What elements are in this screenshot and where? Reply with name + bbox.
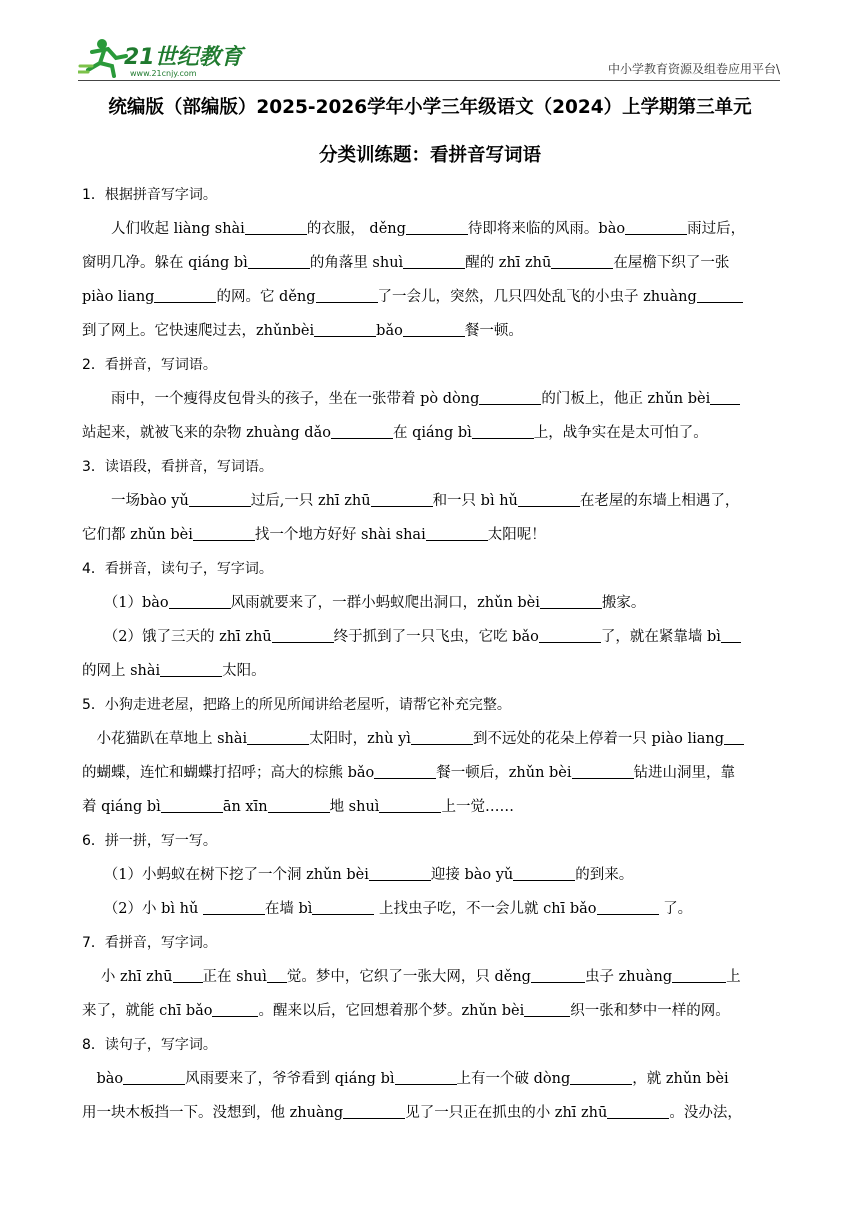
answer-blank[interactable] (343, 1104, 405, 1119)
sentence-text: 上 (726, 969, 741, 985)
answer-blank[interactable] (160, 662, 222, 677)
answer-blank[interactable] (672, 968, 726, 983)
answer-blank[interactable] (479, 390, 541, 405)
question-7-line-2 (82, 994, 780, 1028)
answer-blank[interactable] (513, 866, 575, 881)
sentence-text: 太阳。 (222, 663, 266, 679)
question-2-line-2 (82, 416, 780, 450)
sentence-text: bào (96, 1071, 124, 1087)
answer-blank[interactable] (369, 866, 431, 881)
worksheet-content (82, 178, 780, 1130)
question-7-line-1 (82, 960, 780, 994)
answer-blank[interactable] (531, 968, 585, 983)
sentence-text: 在老屋的东墙上相遇了， (579, 493, 740, 509)
question-1-line-2 (82, 246, 780, 280)
answer-blank[interactable] (203, 900, 265, 915)
answer-blank[interactable] (123, 1070, 185, 1085)
question-4-line-2 (82, 620, 780, 654)
sentence-text: 的门板上，他正 zhǔn bèi (541, 391, 711, 407)
sentence-text: 到不远处的花朵上停着一只 piào liang (472, 731, 724, 747)
sentence-text: 上有一个破 dòng (456, 1071, 571, 1087)
page-subtitle: 分类训练题：看拼音写词语 (318, 145, 541, 166)
question-1-head: 1．根据拼音写字词。 (82, 187, 217, 203)
question-5-head: 5．小狗走进老屋，把路上的所见所闻讲给老屋听，请帮它补充完整。 (82, 697, 511, 713)
sentence-text: 和一只 bì hǔ (432, 493, 518, 509)
answer-blank[interactable] (539, 628, 601, 643)
answer-blank[interactable] (572, 764, 634, 779)
answer-blank[interactable] (403, 322, 465, 337)
sentence-text: 的衣服， děng (306, 221, 406, 237)
page-title: 统编版（部编版）2025-2026学年小学三年级语文（2024）上学期第三单元 (108, 97, 752, 118)
answer-blank[interactable] (312, 900, 374, 915)
sentence-text: 上，战争实在是太可怕了。 (533, 425, 708, 441)
runner-logo-icon (78, 36, 248, 80)
answer-blank[interactable] (597, 900, 659, 915)
logo-url: www.21cnjy.com (130, 69, 197, 78)
question-6-line-1 (82, 858, 780, 892)
sentence-text: 虫子 zhuàng (584, 969, 673, 985)
sentence-text: 站起来，就被飞来的杂物 zhuàng dǎo (82, 425, 331, 441)
answer-blank[interactable] (724, 730, 744, 745)
sentence-text: 终于抓到了一只飞虫，它吃 bǎo (333, 629, 539, 645)
question-4-head: 4．看拼音，读句子，写字词。 (82, 561, 273, 577)
sentence-text: 雨过后， (687, 221, 746, 237)
answer-blank[interactable] (721, 628, 741, 643)
header-divider (78, 80, 780, 81)
question-1-line-3 (82, 280, 780, 314)
sentence-text: 地 shuì (329, 799, 380, 815)
question-8-line-1 (82, 1062, 780, 1096)
sentence-text: 的角落里 shuì (309, 255, 404, 271)
sentence-text: 着 qiáng bì (82, 799, 161, 815)
sentence-text: 上找虫子吃，不一会儿就 chī bǎo (374, 901, 597, 917)
sentence-text: 觉。梦中，它织了一张大网，只 děng (286, 969, 531, 985)
answer-blank[interactable] (247, 730, 309, 745)
answer-blank[interactable] (169, 594, 231, 609)
answer-blank[interactable] (607, 1104, 669, 1119)
answer-blank[interactable] (524, 1002, 570, 1017)
answer-blank[interactable] (212, 1002, 258, 1017)
sentence-text: 正在 shuì (202, 969, 267, 985)
sentence-text: 搬家。 (601, 595, 646, 611)
sentence-text: 找一个地方好好 shài shai (254, 527, 426, 543)
sentence-text: 醒的 zhī zhū (465, 255, 552, 271)
answer-blank[interactable] (193, 526, 255, 541)
answer-blank[interactable] (189, 492, 251, 507)
answer-blank[interactable] (268, 798, 330, 813)
sentence-text: ān xīn (222, 799, 268, 815)
question-3-head: 3．读语段，看拼音，写词语。 (82, 459, 273, 475)
sentence-text: 迎接 bào yǔ (430, 867, 514, 883)
question-2-head: 2．看拼音，写词语。 (82, 357, 217, 373)
answer-blank[interactable] (426, 526, 488, 541)
sentence-text: 的网上 shài (82, 663, 161, 679)
sentence-text: 在 qiáng bì (392, 425, 472, 441)
sentence-text: 见了一只正在抓虫的小 zhī zhū (405, 1105, 608, 1121)
sentence-text: （1）小蚂蚁在树下挖了一个洞 zhǔn bèi (103, 867, 369, 883)
answer-blank[interactable] (245, 220, 307, 235)
sentence-text: 的到来。 (575, 867, 634, 883)
sentence-text: 风雨就要来了，一群小蚂蚁爬出洞口，zhǔn bèi (230, 595, 540, 611)
sentence-text: 了，就在紧靠墙 bì (600, 629, 721, 645)
answer-blank[interactable] (697, 288, 743, 303)
sentence-text: 用一块木板挡一下。没想到，他 zhuàng (82, 1105, 344, 1121)
sentence-text: 窗明几净。躲在 qiáng bì (82, 255, 248, 271)
sentence-text: 钻进山洞里，靠 (633, 765, 736, 781)
answer-blank[interactable] (374, 764, 436, 779)
sentence-text: 太阳呢！ (487, 527, 546, 543)
sentence-text: 的蝴蝶，连忙和蝴蝶打招呼；高大的棕熊 bǎo (82, 765, 375, 781)
answer-blank[interactable] (371, 492, 433, 507)
question-2-line-1 (82, 382, 780, 416)
answer-blank[interactable] (406, 220, 468, 235)
sentence-text: 在屋檐下织了一张 (613, 255, 730, 271)
sentence-text: （2）小 bì hǔ (103, 901, 203, 917)
sentence-text: 太阳时，zhù yì (309, 731, 411, 747)
question-5-line-2 (82, 756, 780, 790)
answer-blank[interactable] (411, 730, 473, 745)
sentence-text: piào liang (82, 289, 155, 305)
platform-label: 中小学教育资源及组卷应用平台\ (607, 62, 780, 76)
question-7-head: 7．看拼音，写字词。 (82, 935, 217, 951)
sentence-text: 它们都 zhǔn bèi (82, 527, 193, 543)
sentence-text: 雨中，一个瘦得皮包骨头的孩子，坐在一张带着 pò dòng (111, 391, 480, 407)
answer-blank[interactable] (570, 1070, 632, 1085)
sentence-text: 织一张和梦中一样的网。 (570, 1003, 730, 1019)
answer-blank[interactable] (267, 968, 287, 983)
answer-blank[interactable] (403, 254, 465, 269)
question-4-line-3 (82, 654, 780, 688)
question-6-line-2 (82, 892, 780, 926)
question-5-line-3 (82, 790, 780, 824)
answer-blank[interactable] (161, 798, 223, 813)
answer-blank[interactable] (551, 254, 613, 269)
page-header (78, 36, 780, 80)
sentence-text: 餐一顿。 (464, 323, 523, 339)
sentence-text: 来了，就能 chī bǎo (82, 1003, 213, 1019)
answer-blank[interactable] (316, 288, 378, 303)
logo-text: 21世纪教育 (124, 45, 243, 70)
answer-blank[interactable] (395, 1070, 457, 1085)
sentence-text: bǎo (376, 323, 403, 339)
sentence-text: 人们收起 liàng shài (111, 221, 245, 237)
sentence-text: 待即将来临的风雨。bào (467, 221, 626, 237)
sentence-text: 到了网上。它快速爬过去，zhǔnbèi (82, 323, 315, 339)
logo (78, 36, 248, 80)
question-3-line-2 (82, 518, 780, 552)
answer-blank[interactable] (154, 288, 216, 303)
answer-blank[interactable] (314, 322, 376, 337)
sentence-text: 的网。它 děng (216, 289, 316, 305)
sentence-text: 过后,一只 zhī zhū (250, 493, 371, 509)
sentence-text: 了一会儿，突然，几只四处乱飞的小虫子 zhuàng (377, 289, 697, 305)
sentence-text: 小花猫趴在草地上 shài (96, 731, 248, 747)
sentence-text: 。没办法， (669, 1105, 742, 1121)
question-8-head: 8．读句子，写字词。 (82, 1037, 217, 1053)
question-8-line-2 (82, 1096, 780, 1130)
answer-blank[interactable] (248, 254, 310, 269)
sentence-text: 在墙 bì (264, 901, 313, 917)
answer-blank[interactable] (472, 424, 534, 439)
sentence-text: ，就 zhǔn bèi (632, 1071, 729, 1087)
question-1-line-1 (82, 212, 780, 246)
sentence-text: 上一觉…… (441, 799, 514, 815)
sentence-text: 。醒来以后，它回想着那个梦。zhǔn bèi (258, 1003, 525, 1019)
answer-blank[interactable] (331, 424, 393, 439)
question-6-head: 6．拼一拼，写一写。 (82, 833, 217, 849)
question-3-line-1 (82, 484, 780, 518)
question-4-line-1 (82, 586, 780, 620)
question-1-line-4 (82, 314, 780, 348)
answer-blank[interactable] (518, 492, 580, 507)
sentence-text: （2）饿了三天的 zhī zhū (103, 629, 272, 645)
sentence-text: 一场bào yǔ (111, 493, 189, 509)
question-5-line-1 (82, 722, 780, 756)
answer-blank[interactable] (710, 390, 740, 405)
sentence-text: 了。 (658, 901, 693, 917)
answer-blank[interactable] (173, 968, 203, 983)
sentence-text: 风雨要来了，爷爷看到 qiáng bì (185, 1071, 395, 1087)
sentence-text: 餐一顿后，zhǔn bèi (436, 765, 572, 781)
answer-blank[interactable] (272, 628, 334, 643)
sentence-text: 小 zhī zhū (100, 969, 173, 985)
answer-blank[interactable] (379, 798, 441, 813)
answer-blank[interactable] (625, 220, 687, 235)
answer-blank[interactable] (540, 594, 602, 609)
sentence-text: （1）bào (103, 595, 169, 611)
